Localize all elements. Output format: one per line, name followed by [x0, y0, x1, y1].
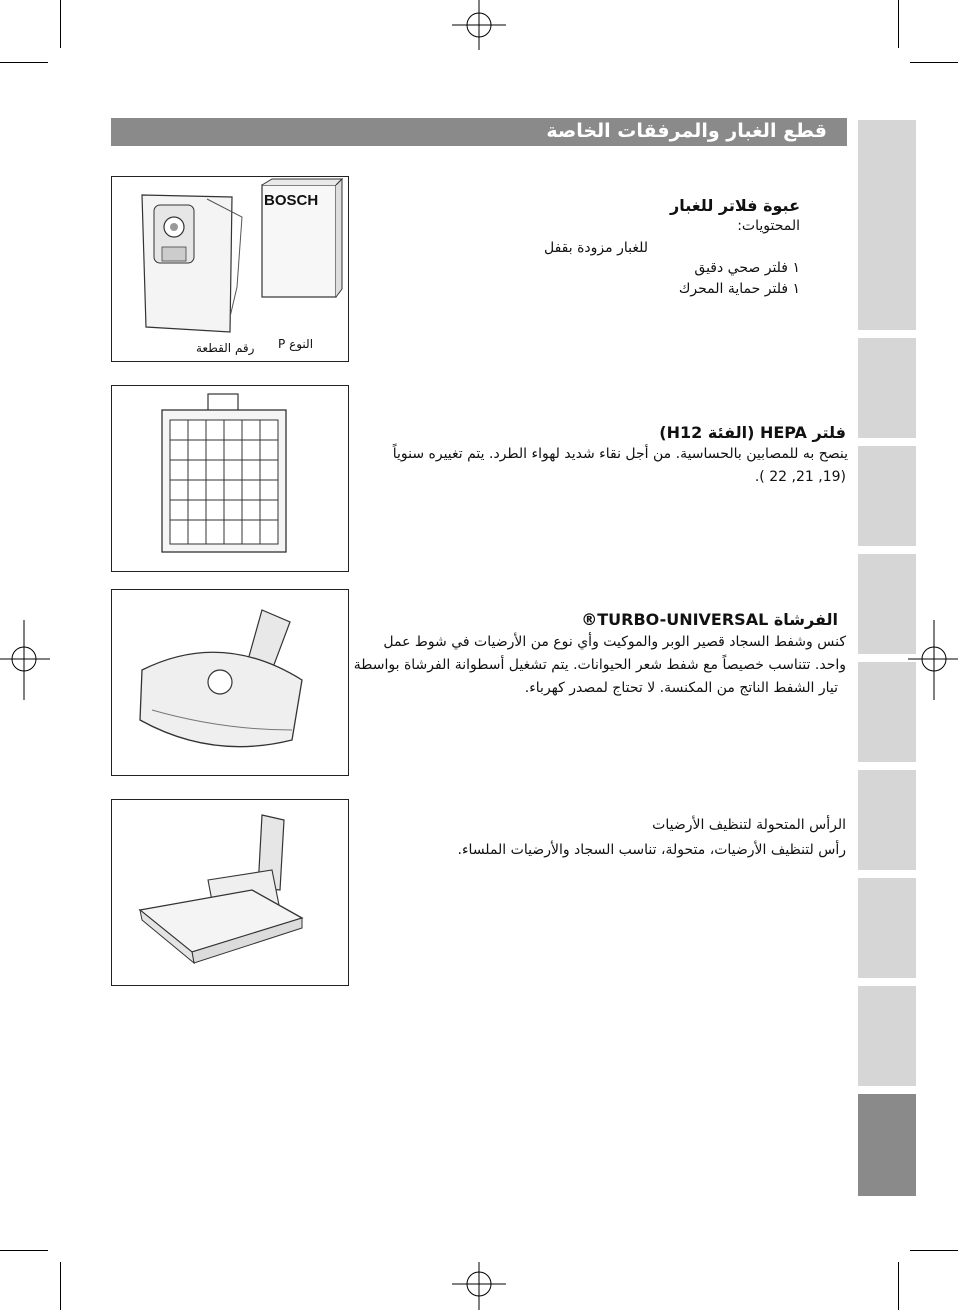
turbo-brush-image: [111, 589, 349, 776]
crop-mark: [910, 62, 958, 63]
side-tab: [858, 120, 916, 330]
part-number-label: رقم القطعة: [196, 341, 255, 355]
side-tab: [858, 986, 916, 1086]
title-bar: [111, 118, 847, 146]
section-title: فلتر HEPA (الفئة H12): [659, 423, 846, 442]
side-tab: [858, 878, 916, 978]
bosch-logo: BOSCH: [264, 192, 319, 209]
registration-mark-left: [0, 620, 50, 700]
crop-mark: [0, 62, 48, 63]
side-tab: [858, 338, 916, 438]
section-text: كنس وشفط السجاد قصير الوبر والموكيت وأي نوع من الأرضيات في شوط عمل: [383, 634, 846, 650]
crop-mark: [60, 0, 61, 48]
registration-mark-bottom: [440, 1262, 520, 1310]
crop-mark: [60, 1262, 61, 1310]
section-title: عبوة فلاتر للغبار: [670, 196, 800, 215]
type-label: النوع P: [278, 337, 314, 351]
side-tab: [858, 554, 916, 654]
page-title: قطع الغبار والمرفقات الخاصة: [546, 120, 827, 142]
section-text: ١ فلتر صحي دقيق: [694, 260, 800, 276]
crop-mark: [898, 1262, 899, 1310]
registration-mark-top: [440, 0, 520, 50]
dust-bag-image: [111, 176, 349, 362]
hepa-filter-image: [111, 385, 349, 572]
crop-mark: [898, 0, 899, 48]
section-text: واحد. تتناسب خصيصاً مع شفط شعر الحيوانات. يتم تشغيل أسطوانة الفرشاة بواسطة: [353, 657, 846, 673]
side-tab: [858, 770, 916, 870]
section-text: ينصح به للمصابين بالحساسية. من أجل نقاء شديد لهواء الطرد. يتم تغييره سنوياً: [392, 446, 848, 462]
section-text: ١ فلتر حماية المحرك: [678, 281, 800, 297]
section-title: الفرشاة TURBO-UNIVERSAL®: [581, 610, 838, 629]
crop-mark: [0, 1250, 48, 1251]
floor-nozzle-illustration: [112, 800, 348, 985]
section-text: المحتويات:: [737, 218, 800, 234]
hepa-filter-illustration: [112, 386, 348, 571]
floor-nozzle-image: [111, 799, 349, 986]
section-text: (19, 21, 22 ).: [754, 469, 846, 485]
section-text: تيار الشفط الناتج من المكنسة. لا تحتاج لمصدر كهرباء.: [524, 680, 838, 696]
crop-mark: [910, 1250, 958, 1251]
side-tab-active: [858, 1094, 916, 1196]
turbo-brush-illustration: [112, 590, 348, 775]
section-text: للغبار مزودة بقفل: [543, 240, 648, 256]
section-text: رأس لتنظيف الأرضيات، متحولة، تناسب السجاد والأرضيات الملساء.: [457, 842, 846, 858]
section-title: الرأس المتحولة لتنظيف الأرضيات: [652, 817, 846, 833]
side-tab: [858, 662, 916, 762]
side-tab: [858, 446, 916, 546]
